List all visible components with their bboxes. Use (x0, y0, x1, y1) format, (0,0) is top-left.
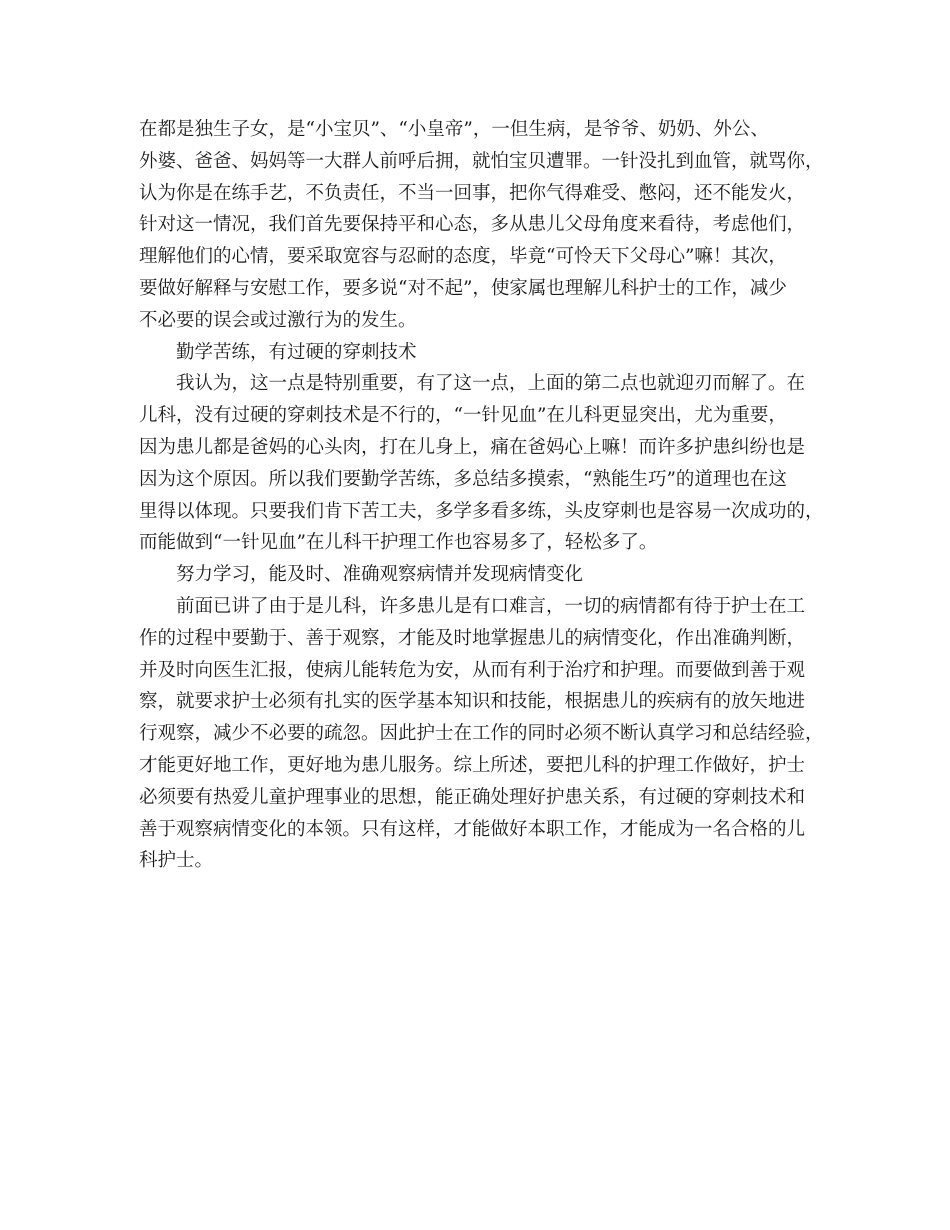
text-line: 前面已讲了由于是儿科，许多患儿是有口难言，一切的病情都有待于护士在工 (176, 595, 806, 617)
text-line: 要做好解释与安慰工作，要多说“对不起”，使家属也理解儿科护士的工作，减少 (139, 277, 787, 299)
text-line: 我认为，这一点是特别重要，有了这一点，上面的第二点也就迎刃而解了。在 (176, 373, 806, 395)
section-heading: 努力学习，能及时、准确观察病情并发现病情变化 (176, 564, 584, 586)
text-line: 外婆、爸爸、妈妈等一大群人前呼后拥，就怕宝贝遭罪。一针没扎到血管，就骂你， (139, 150, 824, 172)
text-line: 察，就要求护士必须有扎实的医学基本知识和技能，根据患儿的疾病有的放矢地进 (139, 691, 806, 713)
text-line: 科护士。 (139, 850, 214, 872)
text-line: 因为这个原因。所以我们要勤学苦练，多总结多摸索，“熟能生巧”的道理也在这 (139, 468, 787, 490)
text-line: 在都是独生子女，是“小宝贝”、“小皇帝”，一但生病，是爷爷、奶奶、外公、 (139, 119, 769, 140)
text-line: 里得以体现。只要我们肯下苦工夫，多学多看多练，头皮穿刺也是容易一次成功的， (139, 500, 824, 522)
section-heading: 勤学苦练，有过硬的穿刺技术 (176, 341, 417, 363)
text-line: 因为患儿都是爸妈的心头肉，打在儿身上，痛在爸妈心上嘛！而许多护患纠纷也是 (139, 436, 806, 458)
body-text (139, 114, 824, 877)
text-line: 才能更好地工作，更好地为患儿服务。综上所述，要把儿科的护理工作做好，护士 (139, 754, 806, 776)
text-line: 行观察，减少不必要的疏忽。因此护士在工作的同时必须不断认真学习和总结经验， (139, 723, 824, 745)
text-line: 认为你是在练手艺，不负责任，不当一回事，把你气得难受、憋闷，还不能发火， (139, 182, 806, 204)
text-line: 而能做到“一针见血”在儿科干护理工作也容易多了，轻松多了。 (139, 532, 658, 554)
text-line: 儿科，没有过硬的穿刺技术是不行的，“一针见血”在儿科更显突出，尤为重要， (139, 405, 787, 427)
text-line: 不必要的误会或过激行为的发生。 (139, 309, 417, 331)
text-line: 针对这一情况，我们首先要保持平和心态，多从患儿父母角度来看待，考虑他们， (139, 214, 806, 236)
text-line: 理解他们的心情，要采取宽容与忍耐的态度，毕竟“可怜天下父母心”嘛！其次， (139, 246, 787, 268)
text-line: 善于观察病情变化的本领。只有这样，才能做好本职工作，才能成为一名合格的儿 (139, 818, 806, 840)
text-line: 必须要有热爱儿童护理事业的思想，能正确处理好护患关系，有过硬的穿刺技术和 (139, 786, 806, 808)
text-line: 作的过程中要勤于、善于观察，才能及时地掌握患儿的病情变化，作出准确判断， (139, 627, 806, 649)
text-line: 并及时向医生汇报，使病儿能转危为安，从而有利于治疗和护理。而要做到善于观 (139, 659, 806, 681)
